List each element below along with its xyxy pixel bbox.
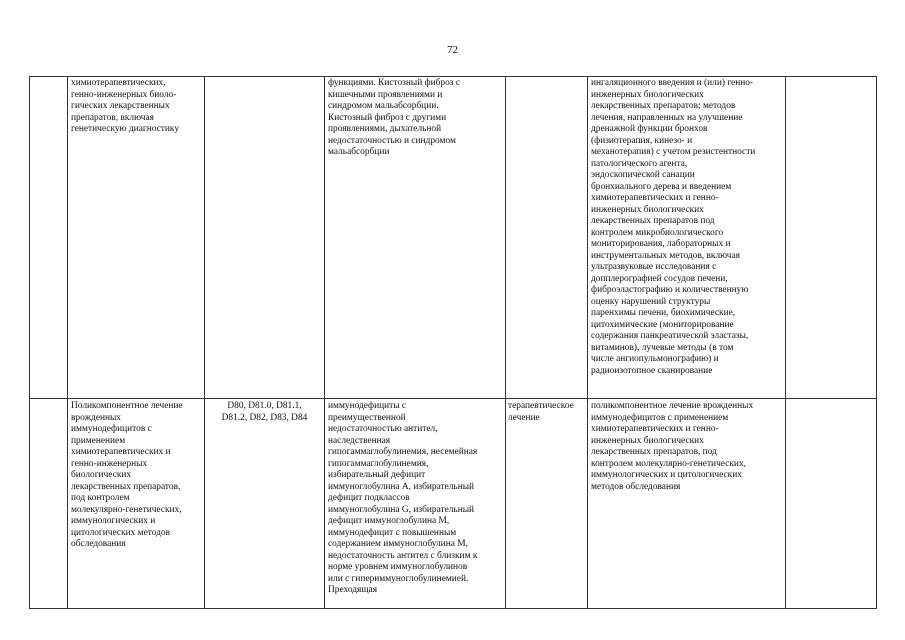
- column-divider: [785, 77, 786, 608]
- row2-icd-codes: D80, D81.0, D81.1, D81.2, D82, D83, D84: [221, 401, 308, 423]
- column-divider: [204, 77, 205, 608]
- row1-treatment-method: ингаляционного введения и (или) генно- инженерных биологических лекарственных препаратов; методов лечения, направленных на улучшение дренажной функции бронхов (физиотерапия, кинезо- и механотерапия) с учетом резистентности патологического агента, эндоскопической санации бронхиального дерева и введением химиотерапевтических и генно- инженерных биологических лекарственных препаратов под контролем микробиологического мониторирования, лабораторных и инструментальных методов, включая ультразвуковые исследования с допплерографией сосудов печени, фиброэластографию и количественную оценку нарушений структуры паренхимы печени, биохимические, цитохимические (мониторирование содержания панкреатической эластазы, витаминов), лучевые методы (в том числе ангиопульмонографию) и радиоизотопное сканирование: [591, 78, 756, 376]
- row1-patient-model: функциями. Кистозный фиброз с кишечными проявлениями и синдромом мальабсорбции. Кистозный фиброз с другими проявлениями, дыхательной недостаточностью и синдромом мальабсорбции: [328, 78, 461, 157]
- row1-method-name: химиотерапевтических, генно-инженерных биоло- гических лекарственных препаратов, включая генетическую диагностику: [71, 78, 180, 134]
- column-divider: [324, 77, 325, 608]
- row2-method-name: Поликомпонентное лечение врожденных иммунодефицитов с применением химиотерапевтических и генно-инженерных биологических лекарственных препаратов, под контролем молекулярно-генетических, иммунологических и цитологических методов обследования: [71, 401, 183, 549]
- column-divider: [587, 77, 588, 608]
- row2-patient-model: иммунодефициты с преимущественной недостаточностью антител, наследственная гипогаммаглобулинемия, несемейная гипогаммаглобулинемия, избирательный дефицит иммуноглобулина A, избирательный дефицит подклассов иммуноглобулина G, избирательный дефицит иммуноглобулина M, иммунодефицит с повышенным содержанием иммуноглобулина M, недостаточность антител с близким к норме уровнем иммуноглобулинов или с гипериммуноглобулинемией. Преходящая: [328, 401, 478, 595]
- row-divider: [30, 398, 876, 399]
- column-divider: [67, 77, 68, 608]
- page-number: 72: [447, 44, 458, 56]
- row2-treatment-type: терапевтическое лечение: [508, 401, 574, 423]
- row2-treatment-method: поликомпонентное лечение врожденных иммунодефицитов с применением химиотерапевтических и генно- инженерных биологических лекарственных препаратов, под контролем молекулярно-генетических, иммунологических и цитологических методов обследования: [591, 401, 754, 492]
- column-divider: [505, 77, 506, 608]
- procedures-table: [29, 76, 877, 609]
